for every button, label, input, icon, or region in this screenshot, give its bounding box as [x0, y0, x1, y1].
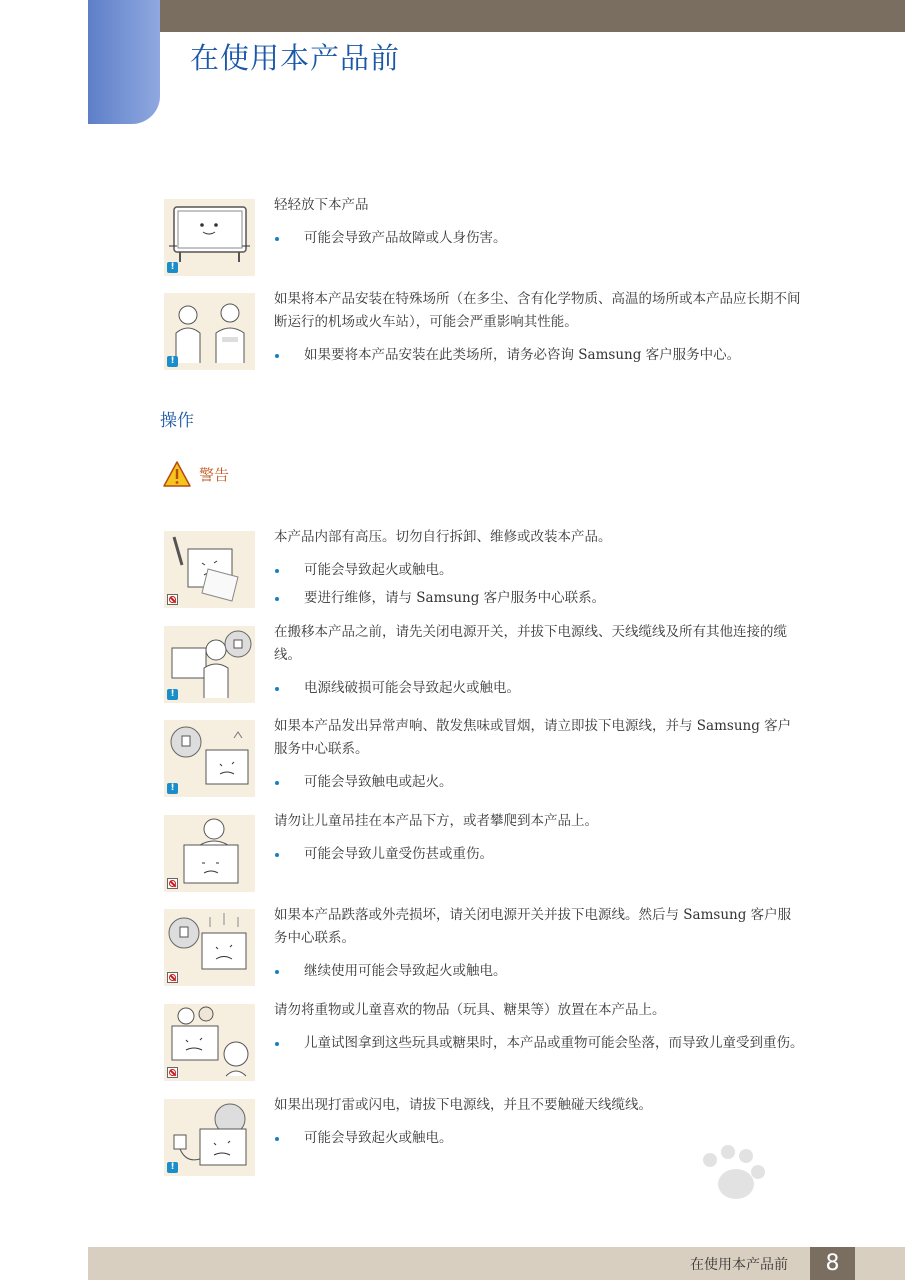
prohibit-icon: [167, 878, 178, 889]
item-text: 如果本产品发出异常声响、散发焦味或冒烟，请立即拔下电源线，并与 Samsung 客户服务中心联系。: [274, 718, 792, 757]
caution-icon: !: [167, 356, 178, 367]
page-number: 8: [810, 1247, 855, 1280]
warning-text: 警告: [199, 465, 230, 484]
illustration-image: [164, 531, 255, 608]
page-title: 在使用本产品前: [190, 41, 401, 75]
prohibit-icon: [167, 594, 178, 605]
item-text: 请勿将重物或儿童喜欢的物品（玩具、糖果等）放置在本产品上。: [274, 1002, 666, 1018]
item-text: 如果出现打雷或闪电，请拔下电源线，并且不要触碰天线缆线。: [274, 1097, 652, 1113]
bullet-text: 电源线破损可能会导致起火或触电。: [274, 677, 804, 700]
item-text: 本产品内部有高压。切勿自行拆卸、维修或改装本产品。: [274, 529, 612, 545]
item-text: 在搬移本产品之前，请先关闭电源开关，并拔下电源线、天线缆线及所有其他连接的缆线。: [274, 624, 787, 663]
item-text: 如果本产品跌落或外壳损坏，请关闭电源开关并拔下电源线。然后与 Samsung 客户服务中心联系。: [274, 907, 792, 946]
illustration-image: [164, 199, 255, 276]
illustration-image: [164, 909, 255, 986]
item-text: 轻轻放下本产品: [274, 197, 369, 213]
prohibit-icon: [167, 972, 178, 983]
header-tab: [88, 0, 160, 124]
bullet-text: 可能会导致触电或起火。: [274, 771, 804, 794]
caution-icon: !: [167, 1162, 178, 1173]
prohibit-icon: [167, 1067, 178, 1078]
bullet-text: 如果要将本产品安装在此类场所，请务必咨询 Samsung 客户服务中心。: [274, 344, 804, 367]
bullet-text: 可能会导致产品故障或人身伤害。: [274, 227, 804, 250]
bullet-text: 继续使用可能会导致起火或触电。: [274, 960, 804, 983]
section-heading: 操作: [160, 411, 194, 431]
caution-icon: !: [167, 262, 178, 273]
warning-label: [162, 459, 229, 489]
item-text: 请勿让儿童吊挂在本产品下方，或者攀爬到本产品上。: [274, 813, 598, 829]
illustration-image: [164, 1004, 255, 1081]
illustration-image: [164, 720, 255, 797]
warning-triangle-icon: [162, 460, 192, 488]
bullet-text: 儿童试图拿到这些玩具或糖果时，本产品或重物可能会坠落，而导致儿童受到重伤。: [274, 1032, 804, 1055]
caution-icon: !: [167, 783, 178, 794]
bullet-text: 可能会导致儿童受伤甚或重伤。: [274, 843, 804, 866]
footer-label: 在使用本产品前: [690, 1257, 788, 1273]
watermark-logo: [640, 1140, 860, 1240]
illustration-image: [164, 1099, 255, 1176]
illustration-image: [164, 626, 255, 703]
illustration-image: [164, 815, 255, 892]
bullet-text: 可能会导致起火或触电。: [274, 559, 804, 582]
bullet-text: 要进行维修，请与 Samsung 客户服务中心联系。: [274, 587, 804, 610]
bullet-text: 可能会导致起火或触电。: [274, 1127, 804, 1150]
caution-icon: !: [167, 689, 178, 700]
item-text: 如果将本产品安装在特殊场所（在多尘、含有化学物质、高温的场所或本产品应长期不间断运行的机场或火车站），可能会严重影响其性能。: [274, 291, 801, 330]
illustration-image: [164, 293, 255, 370]
header-band: [160, 0, 905, 32]
